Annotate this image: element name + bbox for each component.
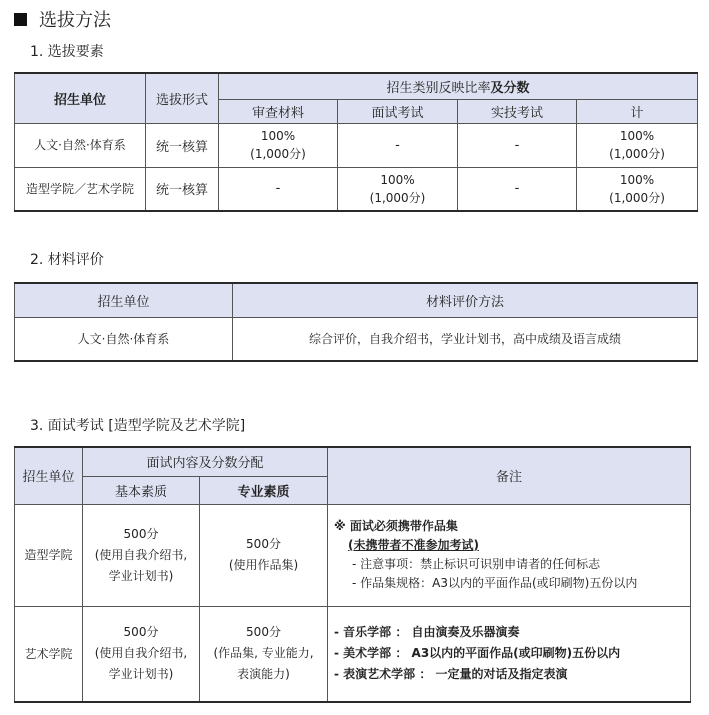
cell-value: 表演能力) bbox=[237, 667, 290, 682]
cell-value: 500分 bbox=[246, 537, 281, 551]
cell-value: (作品集, 专业能力, bbox=[213, 646, 314, 661]
header-method: 选拔形式 bbox=[146, 73, 219, 123]
row-method: 统一核算 bbox=[146, 123, 219, 167]
cell-review bbox=[219, 123, 338, 167]
table-row bbox=[15, 317, 698, 361]
selection-elements-table bbox=[14, 72, 698, 212]
cell-total bbox=[577, 123, 698, 167]
header-content: 面试内容及分数分配 bbox=[83, 447, 328, 476]
note-line: - 表演艺术学部 ： 一定量的对话及指定表演 bbox=[334, 667, 568, 682]
table-row bbox=[15, 123, 698, 167]
note-line: ※ 面试必须携带作品集 bbox=[334, 519, 458, 533]
cell-value: (使用自我介绍书, bbox=[94, 646, 188, 661]
cell-value: 500分 bbox=[246, 625, 281, 640]
cell-value: 学业计划书) bbox=[108, 568, 174, 583]
row-method: 统一核算 bbox=[146, 167, 219, 211]
table-row bbox=[15, 504, 691, 606]
section-2-title: 2. 材料评价 bbox=[30, 252, 104, 268]
square-bullet-icon bbox=[14, 13, 27, 26]
cell-value: (1,000分) bbox=[609, 190, 665, 205]
row-unit: 人文·自然·体育系 bbox=[15, 123, 146, 167]
note-line: - 美术学部 ： A3以内的平面作品(或印刷物)五份以内 bbox=[334, 646, 621, 661]
cell-interview: - bbox=[338, 123, 458, 167]
interview-table bbox=[14, 446, 691, 703]
cell-value: 500分 bbox=[123, 526, 159, 541]
row-unit: 造型学院 bbox=[15, 504, 83, 606]
header-sub-review: 审查材料 bbox=[219, 99, 338, 123]
header-pro: 专业素质 bbox=[200, 476, 328, 504]
cell-note bbox=[328, 504, 691, 606]
header-ratio-prefix: 招生类别反映比率 bbox=[386, 80, 491, 96]
header-eval-method: 材料评价方法 bbox=[233, 283, 698, 317]
header-basic: 基本素质 bbox=[83, 476, 200, 504]
note-line: - 音乐学部 ： 自由演奏及乐器演奏 bbox=[334, 625, 520, 640]
cell-value: 学业计划书) bbox=[108, 667, 174, 682]
section-1-title: 1. 选拔要素 bbox=[30, 44, 104, 60]
cell-value: 100% bbox=[260, 129, 296, 143]
row-eval-method: 综合评价，自我介绍书，学业计划书，高中成绩及语言成绩 bbox=[233, 317, 698, 361]
note-line: - 注意事项：禁止标识可识别申请者的任何标志 bbox=[352, 557, 601, 571]
page-title bbox=[14, 6, 111, 32]
cell-value: (使用自我介绍书, bbox=[94, 547, 188, 562]
cell-interview bbox=[338, 167, 458, 211]
header-sub-total: 计 bbox=[577, 99, 698, 123]
section-3-title: 3. 面试考试 [造型学院及艺术学院] bbox=[30, 418, 246, 434]
table-row bbox=[15, 606, 691, 702]
cell-review: - bbox=[219, 167, 338, 211]
cell-total bbox=[577, 167, 698, 211]
cell-note bbox=[328, 606, 691, 702]
header-sub-practical: 实技考试 bbox=[458, 99, 577, 123]
cell-value: (1,000分) bbox=[369, 190, 426, 205]
header-unit: 招生单位 bbox=[15, 283, 233, 317]
header-unit: 招生单位 bbox=[15, 447, 83, 504]
note-line: - 作品集规格：A3以内的平面作品(或印刷物)五份以内 bbox=[352, 576, 638, 590]
row-unit: 人文·自然·体育系 bbox=[15, 317, 233, 361]
header-note: 备注 bbox=[328, 447, 691, 504]
cell-basic bbox=[83, 606, 200, 702]
header-ratio-suffix: 及分数 bbox=[490, 80, 530, 96]
cell-value: (使用作品集) bbox=[228, 558, 299, 572]
material-evaluation-table bbox=[14, 282, 698, 362]
page-title-text: 选拔方法 bbox=[39, 10, 111, 31]
row-unit: 造型学院／艺术学院 bbox=[15, 167, 146, 211]
cell-basic bbox=[83, 504, 200, 606]
cell-practical: - bbox=[458, 123, 577, 167]
note-line: (未携带者不准参加考试) bbox=[348, 538, 479, 552]
cell-value: 500分 bbox=[123, 625, 159, 640]
cell-pro bbox=[200, 606, 328, 702]
header-sub-interview: 面试考试 bbox=[338, 99, 458, 123]
cell-practical: - bbox=[458, 167, 577, 211]
cell-value: 100% bbox=[380, 172, 415, 187]
cell-value: 100% bbox=[619, 129, 655, 143]
table-row bbox=[15, 167, 698, 211]
cell-value: 100% bbox=[619, 172, 655, 187]
header-unit: 招生单位 bbox=[15, 73, 146, 123]
header-ratio bbox=[219, 73, 698, 99]
cell-value: (1,000分) bbox=[250, 147, 306, 161]
cell-pro bbox=[200, 504, 328, 606]
row-unit: 艺术学院 bbox=[15, 606, 83, 702]
cell-value: (1,000分) bbox=[609, 147, 665, 161]
